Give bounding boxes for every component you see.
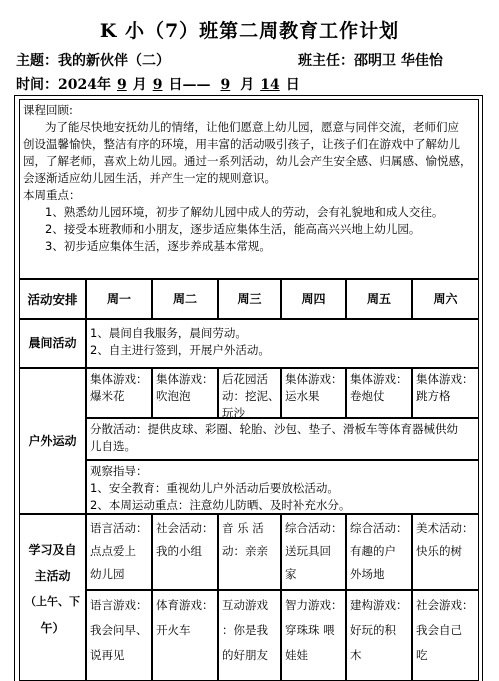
learning-r2-fri-l2: 好玩的积 xyxy=(350,623,396,637)
learning-r2-thu xyxy=(281,590,346,681)
learning-r1-wed-l2: 动：亲亲 xyxy=(222,544,268,558)
learning-r2-tue-l2: 开火车 xyxy=(156,623,191,637)
learning-r1-fri-l1: 综合活动： xyxy=(350,521,408,535)
page-title: K 小（7）班第二周教育工作计划 xyxy=(99,20,400,42)
outdoor-dispersed-l1: 分散活动：提供皮球、彩圈、轮胎、沙包、垫子、滑板车等体育器械供幼 xyxy=(90,422,458,436)
learning-r1-tue-l2: 我的小组 xyxy=(156,544,202,558)
morning-line-1: 1、晨间自我服务，晨间劳动。 xyxy=(90,326,247,340)
time-label: 时间： xyxy=(16,77,58,93)
end-day: 14 xyxy=(260,77,280,93)
review-line-1: 为了能尽快地安抚幼儿的情绪，让他们愿意上幼儿园，愿意与同伴交流，老师们应 xyxy=(45,120,459,134)
learning-r1-thu-l2: 送玩具回 xyxy=(285,544,331,558)
schedule-corner: 活动安排 xyxy=(19,279,86,319)
learning-r1-tue-l1: 社会活动： xyxy=(156,521,214,535)
time-row xyxy=(16,74,300,94)
year: 2024年 xyxy=(58,77,111,93)
learning-r2-fri-l1: 建构游戏： xyxy=(350,598,408,612)
review-cell xyxy=(19,99,479,279)
outdoor-game-sat-l1: 集体游戏： xyxy=(416,372,474,386)
review-line-3: 园，了解老师，喜欢上幼儿园。通过一系列活动，幼儿会产生安全感、归属感、愉悦感， xyxy=(23,154,472,168)
morning-label: 晨间活动 xyxy=(19,319,86,368)
learning-r1-fri-l2: 有趣的户 xyxy=(350,544,396,558)
outdoor-game-tue-l1: 集体游戏： xyxy=(156,372,214,386)
outdoor-game-tue xyxy=(152,368,218,418)
outdoor-game-wed-l1: 后花园活 xyxy=(222,372,268,386)
outdoor-game-sat xyxy=(412,368,479,418)
learning-r2-tue-l1: 体育游戏： xyxy=(156,598,214,612)
learning-r1-thu-l1: 综合活动： xyxy=(285,521,343,535)
outdoor-game-mon xyxy=(86,368,152,418)
focus-item-3: 3、初步适应集体生活，逐步养成基本常规。 xyxy=(45,239,271,253)
focus-item-1: 1、熟悉幼儿园环境，初步了解幼儿园中成人的劳动，会有礼貌地和成人交往。 xyxy=(45,205,444,219)
learning-r2-sat-l3: 吃 xyxy=(416,648,428,662)
outdoor-label: 户外运动 xyxy=(19,368,86,514)
review-line-4: 会逐渐适应幼儿园生活，并产生一定的规则意识。 xyxy=(23,171,276,185)
learning-r1-fri-l3: 外场地 xyxy=(350,567,385,581)
learning-r2-wed-l1: 互动游戏 xyxy=(222,598,268,612)
day-header-wed: 周三 xyxy=(218,279,281,319)
start-month: 9 xyxy=(116,77,127,93)
outdoor-dispersed-l2: 儿自选。 xyxy=(90,439,136,453)
learning-r2-sat xyxy=(412,590,479,681)
day-header-fri: 周五 xyxy=(346,279,412,319)
theme-label: 主题： xyxy=(16,53,58,69)
day-header-mon: 周一 xyxy=(86,279,152,319)
learning-r1-sat-l1: 美术活动： xyxy=(416,521,474,535)
focus-item-2: 2、接受本班教师和小朋友，逐步适应集体生活，能高高兴兴地上幼儿园。 xyxy=(45,222,421,236)
learning-r1-sat-l2: 快乐的树 xyxy=(416,544,462,558)
learning-r2-sat-l2: 我会自己 xyxy=(416,623,462,637)
outdoor-game-thu-l1: 集体游戏： xyxy=(285,372,343,386)
learning-r1-mon xyxy=(86,514,152,590)
learning-r2-wed-l3: 的好朋友 xyxy=(222,648,268,662)
outdoor-game-fri-l1: 集体游戏： xyxy=(350,372,408,386)
learning-r1-thu xyxy=(281,514,346,590)
month-char-2: 月 xyxy=(240,77,255,93)
learning-r2-fri xyxy=(346,590,412,681)
learning-r1-sat xyxy=(412,514,479,590)
date-dash: —— xyxy=(182,77,211,93)
learning-r1-wed xyxy=(218,514,281,590)
learning-r1-tue xyxy=(152,514,218,590)
learning-r1-thu-l3: 家 xyxy=(285,567,297,581)
day-header-sat: 周六 xyxy=(412,279,479,319)
day-char-2: 日 xyxy=(285,77,300,93)
learning-r2-mon-l2: 我会问早、 xyxy=(90,623,148,637)
theme-value: 我的新伙伴（二） xyxy=(58,53,170,69)
outdoor-dispersed xyxy=(86,418,479,460)
focus-heading: 本周重点： xyxy=(23,188,81,202)
start-day: 9 xyxy=(152,77,163,93)
outdoor-game-wed xyxy=(218,368,281,418)
learning-label xyxy=(19,514,86,681)
learning-r1-mon-l3: 幼儿园 xyxy=(90,567,125,581)
morning-line-2: 2、自主进行签到，开展户外活动。 xyxy=(90,343,270,357)
month-char-1: 月 xyxy=(132,77,147,93)
outdoor-game-fri xyxy=(346,368,412,418)
review-heading: 课程回顾: xyxy=(23,103,73,117)
learning-r2-mon-l3: 说再见 xyxy=(90,648,125,662)
learning-label-l2: 主活动 xyxy=(34,569,71,583)
learning-label-l3: （上午、下 xyxy=(25,595,80,608)
day-header-tue: 周二 xyxy=(152,279,218,319)
day-header-thu: 周四 xyxy=(281,279,346,319)
end-month: 9 xyxy=(220,77,231,93)
learning-r2-mon-l1: 语言游戏： xyxy=(90,598,148,612)
day-char-1: 日 xyxy=(168,77,183,93)
outdoor-guidance-l2: 1、安全教育：重视幼儿户外活动后要放松活动。 xyxy=(90,481,339,495)
learning-r2-thu-l2: 穿珠珠 喂 xyxy=(285,623,335,637)
teacher-row xyxy=(298,50,443,70)
learning-r1-wed-l1: 音 乐 活 xyxy=(222,521,264,535)
learning-r2-thu-l3: 娃娃 xyxy=(285,648,308,662)
learning-r2-thu-l1: 智力游戏： xyxy=(285,598,343,612)
teacher-value: 邵明卫 华佳怡 xyxy=(354,53,443,69)
learning-r1-fri xyxy=(346,514,412,590)
outdoor-game-sat-l2: 跳方格 xyxy=(416,389,451,403)
learning-r2-tue xyxy=(152,590,218,681)
learning-r1-mon-l1: 语言活动： xyxy=(90,521,148,535)
learning-label-l1: 学习及自 xyxy=(28,543,77,557)
outdoor-guidance-l1: 观察指导： xyxy=(90,464,148,478)
learning-r2-sat-l1: 社会游戏： xyxy=(416,598,474,612)
outdoor-game-wed-l3: 玩沙 xyxy=(222,406,245,420)
learning-r1-mon-l2: 点点爱上 xyxy=(90,544,136,558)
outdoor-game-fri-l2: 卷炮仗 xyxy=(350,389,385,403)
outdoor-guidance xyxy=(86,460,479,514)
teacher-label: 班主任： xyxy=(298,53,354,69)
outdoor-game-thu-l2: 运水果 xyxy=(285,389,320,403)
outdoor-game-mon-l1: 集体游戏： xyxy=(90,372,148,386)
learning-r2-mon xyxy=(86,590,152,681)
learning-r2-wed-l2: ：你是我 xyxy=(222,623,268,637)
learning-r2-fri-l3: 木 xyxy=(350,648,362,662)
outdoor-game-tue-l2: 吹泡泡 xyxy=(156,389,191,403)
theme-row xyxy=(16,50,170,70)
morning-content xyxy=(86,319,479,368)
learning-label-l4: 午） xyxy=(40,621,65,635)
outdoor-game-mon-l2: 爆米花 xyxy=(90,389,125,403)
outdoor-game-wed-l2: 动：挖泥、 xyxy=(222,389,280,403)
learning-r2-wed xyxy=(218,590,281,681)
outdoor-game-thu xyxy=(281,368,346,418)
review-line-2: 创设温馨愉快，整洁有序的环境，用丰富的活动吸引孩子，让孩子们在游戏中了解幼儿 xyxy=(23,137,460,151)
outdoor-guidance-l3: 2、本周运动重点：注意幼儿防晒、及时补充水分。 xyxy=(90,498,351,512)
